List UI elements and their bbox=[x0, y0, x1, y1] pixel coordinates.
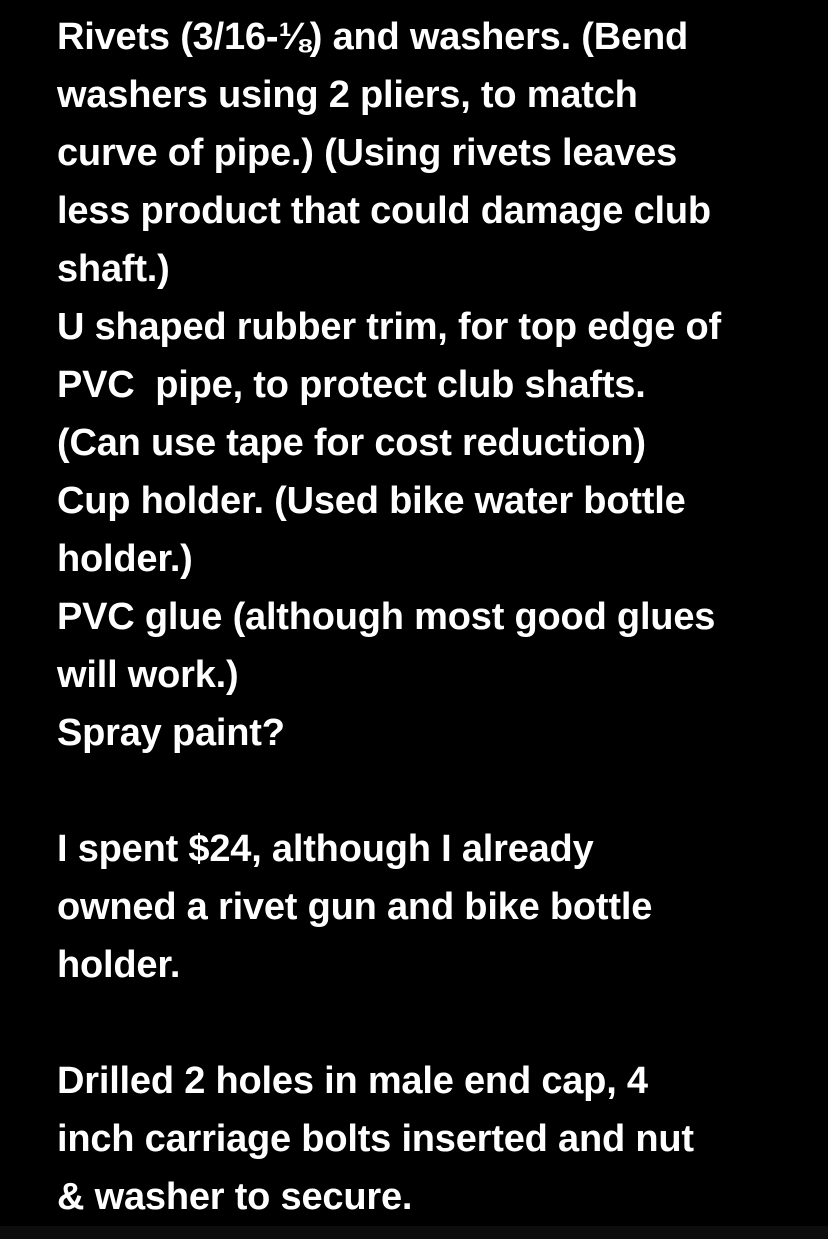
text-line: I spent $24, although I already bbox=[57, 828, 594, 870]
footer-strip bbox=[0, 1226, 828, 1239]
text-line bbox=[57, 994, 792, 1052]
text-line: (Can use tape for cost reduction) bbox=[57, 422, 646, 464]
text-line: & washer to secure. bbox=[57, 1176, 413, 1218]
text-line: Cup holder. (Used bike water bottle bbox=[57, 480, 686, 522]
text-line: Rivets (3/16-⅛) and washers. (Bend bbox=[57, 16, 688, 58]
text-line: owned a rivet gun and bike bottle bbox=[57, 886, 653, 928]
text-line: holder.) bbox=[57, 538, 193, 580]
text-line: U shaped rubber trim, for top edge of bbox=[57, 306, 721, 348]
text-line: less product that could damage club bbox=[57, 190, 711, 232]
text-line: PVC glue (although most good glues bbox=[57, 596, 716, 638]
text-line bbox=[57, 762, 792, 820]
text-line: will work.) bbox=[57, 654, 239, 696]
text-line: washers using 2 pliers, to match bbox=[57, 74, 638, 116]
text-line: Spray paint? bbox=[57, 712, 285, 754]
text-line: inch carriage bolts inserted and nut bbox=[57, 1118, 694, 1160]
text-line: PVC pipe, to protect club shafts. bbox=[57, 364, 646, 406]
text-line: holder. bbox=[57, 944, 181, 986]
text-line: shaft.) bbox=[57, 248, 170, 290]
text-line: curve of pipe.) (Using rivets leaves bbox=[57, 132, 678, 174]
text-line: Drilled 2 holes in male end cap, 4 bbox=[57, 1060, 648, 1102]
note-body bbox=[57, 8, 792, 1226]
